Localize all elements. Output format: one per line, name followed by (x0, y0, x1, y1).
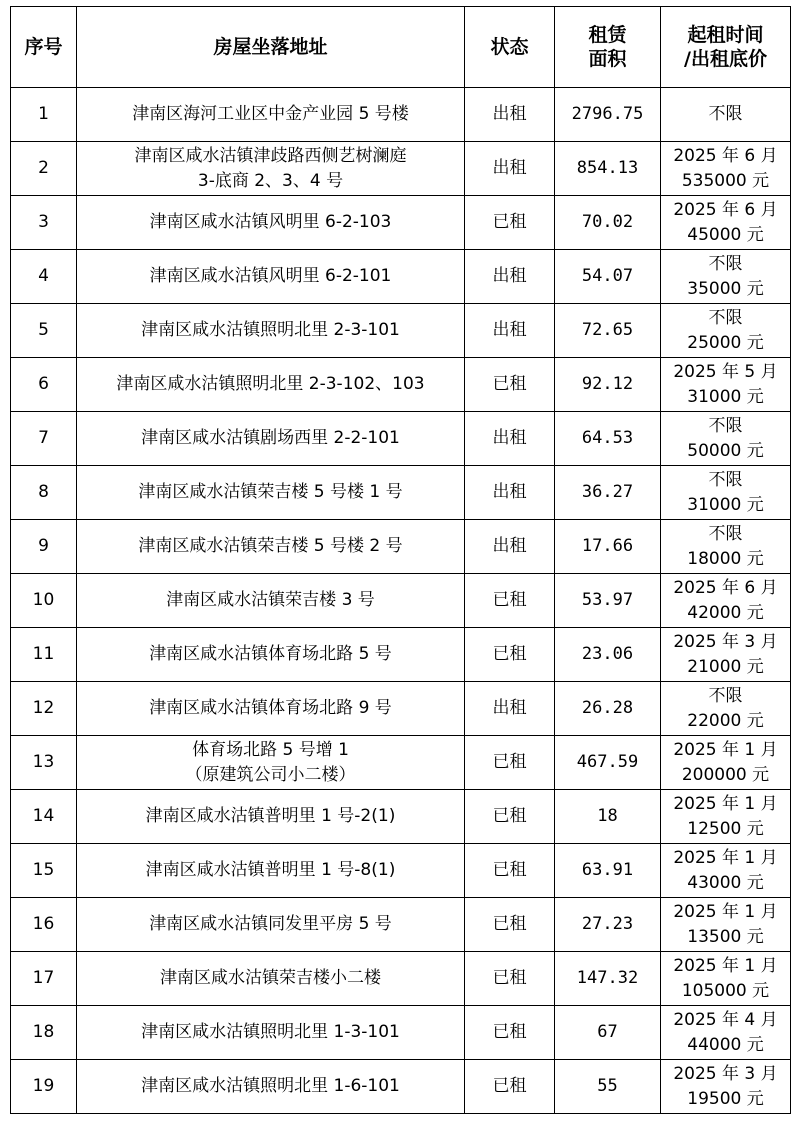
table-row (11, 952, 791, 1006)
row-number-cell (11, 952, 77, 1006)
address-cell (77, 520, 465, 574)
start-time: 2025 年 1 月 (673, 847, 778, 868)
area-value: 53.97 (581, 590, 634, 610)
reserve-price: 13500 元 (687, 926, 764, 947)
status-text: 已租 (492, 1022, 527, 1042)
header-area (555, 7, 661, 88)
area-value: 55 (597, 1076, 618, 1096)
table-row (11, 358, 791, 412)
row-number-cell (11, 358, 77, 412)
area-value: 854.13 (576, 158, 639, 178)
status-text: 已租 (492, 914, 527, 934)
reserve-price: 44000 元 (687, 1034, 764, 1055)
area-cell (555, 358, 661, 412)
start-time: 2025 年 3 月 (673, 1063, 778, 1084)
table-row (11, 520, 791, 574)
area-value: 27.23 (581, 914, 634, 934)
reserve-price: 42000 元 (687, 602, 764, 623)
row-number: 16 (32, 914, 55, 934)
time-price-cell (661, 358, 791, 412)
area-cell (555, 790, 661, 844)
address-line1: 津南区咸水沽镇普明里 1 号-2(1) (145, 806, 396, 826)
header-area-line2: 面积 (588, 48, 627, 70)
status-text: 出租 (492, 158, 527, 178)
table-row (11, 250, 791, 304)
time-price-cell (661, 628, 791, 682)
reserve-price: 31000 元 (687, 386, 764, 407)
status-cell (465, 1060, 555, 1114)
start-time: 2025 年 6 月 (673, 577, 778, 598)
address-cell (77, 304, 465, 358)
start-time: 不限 (708, 685, 743, 706)
status-text: 已租 (492, 590, 527, 610)
status-cell (465, 466, 555, 520)
area-cell (555, 952, 661, 1006)
address-line1: 津南区咸水沽镇风明里 6-2-101 (149, 266, 392, 286)
status-text: 出租 (492, 320, 527, 340)
address-line1: 津南区咸水沽镇照明北里 2-3-101 (141, 320, 400, 340)
row-number-cell (11, 88, 77, 142)
row-number: 14 (32, 806, 55, 826)
reserve-price: 21000 元 (687, 656, 764, 677)
address-cell (77, 682, 465, 736)
area-value: 92.12 (581, 374, 634, 394)
reserve-price: 105000 元 (681, 980, 770, 1001)
table-row (11, 682, 791, 736)
row-number: 5 (38, 320, 49, 340)
row-number: 15 (32, 860, 55, 880)
row-number: 4 (38, 266, 49, 286)
status-cell (465, 1006, 555, 1060)
address-line2: （原建筑公司小二楼） (185, 764, 356, 785)
area-value: 17.66 (581, 536, 634, 556)
rental-table (10, 6, 791, 1114)
area-value: 54.07 (581, 266, 634, 286)
table-row (11, 790, 791, 844)
status-text: 已租 (492, 1076, 527, 1096)
address-cell (77, 142, 465, 196)
table-row (11, 466, 791, 520)
address-line1: 津南区咸水沽镇荣吉楼 5 号楼 2 号 (138, 536, 403, 556)
address-cell (77, 628, 465, 682)
address-cell (77, 844, 465, 898)
row-number: 6 (38, 374, 49, 394)
start-time: 2025 年 4 月 (673, 1009, 778, 1030)
row-number: 18 (32, 1022, 55, 1042)
area-value: 467.59 (576, 752, 639, 772)
area-cell (555, 1060, 661, 1114)
start-time: 不限 (708, 253, 743, 274)
table-row (11, 844, 791, 898)
start-time: 不限 (708, 523, 743, 544)
start-time: 2025 年 1 月 (673, 739, 778, 760)
area-value: 63.91 (581, 860, 634, 880)
start-time: 不限 (708, 469, 743, 490)
address-line1: 津南区咸水沽镇照明北里 1-6-101 (141, 1076, 400, 1096)
table-row (11, 412, 791, 466)
status-cell (465, 520, 555, 574)
address-cell (77, 574, 465, 628)
area-cell (555, 304, 661, 358)
row-number-cell (11, 250, 77, 304)
row-number: 7 (38, 428, 49, 448)
table-row (11, 88, 791, 142)
start-time: 2025 年 5 月 (673, 361, 778, 382)
time-price-cell (661, 304, 791, 358)
status-text: 已租 (492, 212, 527, 232)
status-text: 出租 (492, 536, 527, 556)
area-value: 72.65 (581, 320, 634, 340)
area-cell (555, 196, 661, 250)
reserve-price: 535000 元 (681, 170, 770, 191)
time-price-cell (661, 250, 791, 304)
table-row (11, 196, 791, 250)
row-number-cell (11, 412, 77, 466)
address-line1: 津南区咸水沽镇体育场北路 5 号 (149, 644, 392, 664)
status-cell (465, 88, 555, 142)
status-cell (465, 304, 555, 358)
status-text: 已租 (492, 860, 527, 880)
table-row (11, 142, 791, 196)
time-price-cell (661, 1060, 791, 1114)
address-cell (77, 196, 465, 250)
status-text: 已租 (492, 752, 527, 772)
time-price-cell (661, 142, 791, 196)
area-cell (555, 898, 661, 952)
time-price-cell (661, 196, 791, 250)
start-time: 不限 (708, 415, 743, 436)
address-line1: 津南区咸水沽镇荣吉楼 3 号 (166, 590, 375, 610)
area-value: 26.28 (581, 698, 634, 718)
status-text: 出租 (492, 698, 527, 718)
area-value: 70.02 (581, 212, 634, 232)
address-line1: 津南区海河工业区中金产业园 5 号楼 (132, 104, 409, 124)
area-cell (555, 682, 661, 736)
reserve-price: 43000 元 (687, 872, 764, 893)
status-text: 已租 (492, 374, 527, 394)
area-value: 67 (597, 1022, 618, 1042)
start-time: 2025 年 6 月 (673, 145, 778, 166)
reserve-price: 45000 元 (687, 224, 764, 245)
address-line1: 津南区咸水沽镇照明北里 1-3-101 (141, 1022, 400, 1042)
address-line1: 津南区咸水沽镇同发里平房 5 号 (149, 914, 392, 934)
header-row (11, 7, 791, 88)
reserve-price: 35000 元 (687, 278, 764, 299)
start-time: 2025 年 6 月 (673, 199, 778, 220)
row-number-cell (11, 682, 77, 736)
row-number: 3 (38, 212, 49, 232)
status-text: 出租 (492, 482, 527, 502)
status-cell (465, 898, 555, 952)
status-text: 已租 (492, 968, 527, 988)
address-line1: 体育场北路 5 号增 1 (192, 739, 349, 760)
row-number: 19 (32, 1076, 55, 1096)
table-row (11, 628, 791, 682)
row-number-cell (11, 898, 77, 952)
row-number-cell (11, 142, 77, 196)
header-time-price (661, 7, 791, 88)
row-number-cell (11, 736, 77, 790)
area-cell (555, 736, 661, 790)
area-value: 147.32 (576, 968, 639, 988)
area-cell (555, 520, 661, 574)
row-number: 10 (32, 590, 55, 610)
row-number-cell (11, 1060, 77, 1114)
area-cell (555, 250, 661, 304)
reserve-price: 25000 元 (687, 332, 764, 353)
address-cell (77, 358, 465, 412)
address-cell (77, 736, 465, 790)
table-row (11, 1006, 791, 1060)
time-price-cell (661, 520, 791, 574)
area-value: 36.27 (581, 482, 634, 502)
area-cell (555, 574, 661, 628)
area-cell (555, 628, 661, 682)
row-number: 2 (38, 158, 49, 178)
address-line1: 津南区咸水沽镇体育场北路 9 号 (149, 698, 392, 718)
header-time-line2: /出租底价 (684, 48, 767, 70)
area-cell (555, 142, 661, 196)
address-cell (77, 790, 465, 844)
time-price-cell (661, 682, 791, 736)
address-cell (77, 412, 465, 466)
address-cell (77, 1006, 465, 1060)
status-cell (465, 250, 555, 304)
status-cell (465, 358, 555, 412)
table-row (11, 736, 791, 790)
area-cell (555, 466, 661, 520)
row-number-cell (11, 844, 77, 898)
table-body (11, 88, 791, 1114)
status-cell (465, 736, 555, 790)
status-cell (465, 196, 555, 250)
header-area-line1: 租赁 (588, 24, 627, 46)
address-line1: 津南区咸水沽镇津歧路西侧艺树澜庭 (134, 145, 407, 166)
row-number-cell (11, 520, 77, 574)
reserve-price: 18000 元 (687, 548, 764, 569)
status-cell (465, 790, 555, 844)
row-number: 9 (38, 536, 49, 556)
address-cell (77, 88, 465, 142)
address-cell (77, 466, 465, 520)
area-value: 23.06 (581, 644, 634, 664)
time-price-cell (661, 574, 791, 628)
time-price-cell (661, 412, 791, 466)
status-text: 已租 (492, 806, 527, 826)
time-price-cell (661, 844, 791, 898)
area-cell (555, 1006, 661, 1060)
start-time: 不限 (708, 307, 743, 328)
reserve-price: 22000 元 (687, 710, 764, 731)
area-value: 18 (597, 806, 618, 826)
area-value: 64.53 (581, 428, 634, 448)
start-time: 2025 年 1 月 (673, 901, 778, 922)
time-price-cell (661, 790, 791, 844)
table-row (11, 1060, 791, 1114)
area-cell (555, 88, 661, 142)
start-time: 不限 (708, 104, 743, 124)
address-line1: 津南区咸水沽镇剧场西里 2-2-101 (141, 428, 400, 448)
status-text: 出租 (492, 266, 527, 286)
reserve-price: 50000 元 (687, 440, 764, 461)
header-status: 状态 (465, 7, 555, 88)
reserve-price: 31000 元 (687, 494, 764, 515)
address-cell (77, 898, 465, 952)
reserve-price: 19500 元 (687, 1088, 764, 1109)
header-no: 序号 (11, 7, 77, 88)
address-cell (77, 1060, 465, 1114)
time-price-cell (661, 952, 791, 1006)
time-price-cell (661, 88, 791, 142)
status-cell (465, 952, 555, 1006)
row-number-cell (11, 1006, 77, 1060)
status-cell (465, 682, 555, 736)
header-time-line1: 起租时间 (687, 24, 764, 46)
reserve-price: 12500 元 (687, 818, 764, 839)
row-number: 12 (32, 698, 55, 718)
status-cell (465, 574, 555, 628)
row-number: 1 (38, 104, 49, 124)
status-text: 出租 (492, 104, 527, 124)
reserve-price: 200000 元 (681, 764, 770, 785)
row-number-cell (11, 628, 77, 682)
time-price-cell (661, 1006, 791, 1060)
start-time: 2025 年 1 月 (673, 955, 778, 976)
address-line1: 津南区咸水沽镇风明里 6-2-103 (149, 212, 392, 232)
address-line1: 津南区咸水沽镇照明北里 2-3-102、103 (116, 374, 425, 394)
status-text: 出租 (492, 428, 527, 448)
row-number: 11 (32, 644, 55, 664)
address-line1: 津南区咸水沽镇荣吉楼小二楼 (160, 968, 381, 988)
address-line1: 津南区咸水沽镇荣吉楼 5 号楼 1 号 (138, 482, 403, 502)
status-cell (465, 844, 555, 898)
row-number-cell (11, 574, 77, 628)
time-price-cell (661, 736, 791, 790)
area-cell (555, 844, 661, 898)
start-time: 2025 年 1 月 (673, 793, 778, 814)
address-cell (77, 250, 465, 304)
row-number-cell (11, 304, 77, 358)
row-number-cell (11, 196, 77, 250)
address-line2: 3-底商 2、3、4 号 (197, 170, 344, 191)
address-cell (77, 952, 465, 1006)
table-row (11, 898, 791, 952)
status-cell (465, 412, 555, 466)
status-text: 已租 (492, 644, 527, 664)
status-cell (465, 142, 555, 196)
time-price-cell (661, 466, 791, 520)
row-number-cell (11, 466, 77, 520)
header-address: 房屋坐落地址 (77, 7, 465, 88)
row-number: 13 (32, 752, 55, 772)
row-number-cell (11, 790, 77, 844)
row-number: 8 (38, 482, 49, 502)
address-line1: 津南区咸水沽镇普明里 1 号-8(1) (145, 860, 396, 880)
area-cell (555, 412, 661, 466)
time-price-cell (661, 898, 791, 952)
start-time: 2025 年 3 月 (673, 631, 778, 652)
table-row (11, 304, 791, 358)
row-number: 17 (32, 968, 55, 988)
area-value: 2796.75 (571, 104, 644, 124)
table-row (11, 574, 791, 628)
table-header (11, 7, 791, 88)
status-cell (465, 628, 555, 682)
